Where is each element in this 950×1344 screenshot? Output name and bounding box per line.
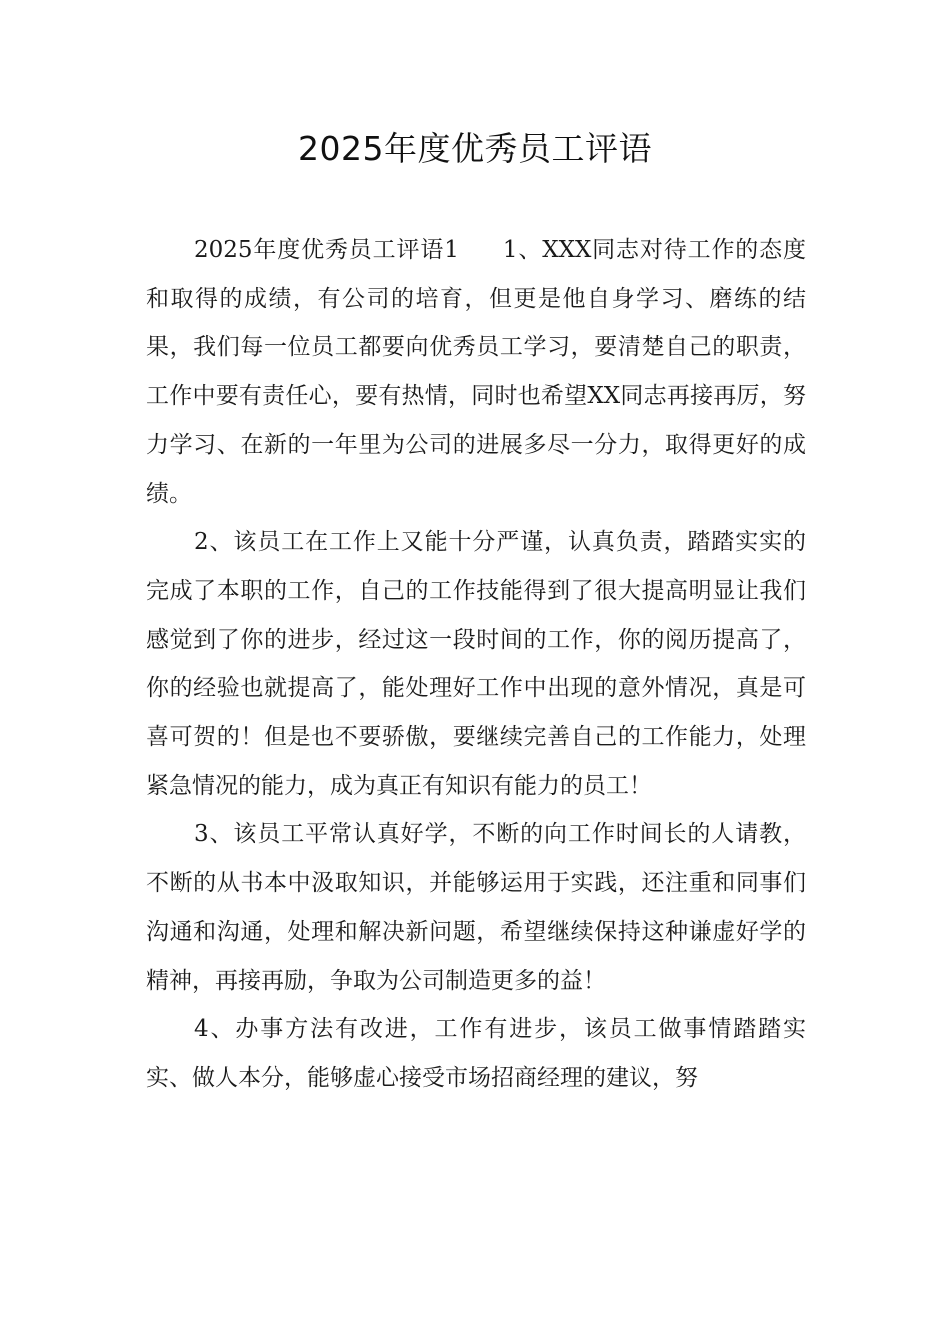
paragraph-1: [146, 226, 806, 518]
paragraph-3: [146, 810, 806, 1005]
paragraph-1-text: 1、XXX同志对待工作的态度和取得的成绩，有公司的培育，但更是他自身学习、磨练的结果，我们每一位员工都要向优秀员工学习，要清楚自己的职责，工作中要有责任心，要有热情，同时也希望XX同志再接再厉，努力学习、在新的一年里为公司的进展多尽一分力，取得更好的成绩。: [146, 237, 806, 507]
paragraph-1-heading: 2025年度优秀员工评语1: [194, 237, 459, 263]
document-body: [146, 226, 806, 1103]
paragraph-4-text: 4、办事方法有改进，工作有进步，该员工做事情踏踏实实、做人本分，能够虚心接受市场招商经理的建议，努: [146, 1016, 806, 1091]
document-title: 2025年度优秀员工评语: [298, 129, 652, 168]
paragraph-2-text: 2、该员工在工作上又能十分严谨，认真负责，踏踏实实的完成了本职的工作，自己的工作技能得到了很大提高明显让我们感觉到了你的进步，经过这一段时间的工作，你的阅历提高了，你的经验也就提高了，能处理好工作中出现的意外情况，真是可喜可贺的！但是也不要骄傲，要继续完善自己的工作能力，处理紧急情况的能力，成为真正有知识有能力的员工！: [146, 529, 806, 799]
paragraph-4: [146, 1005, 806, 1102]
paragraph-3-text: 3、该员工平常认真好学，不断的向工作时间长的人请教，不断的从书本中汲取知识，并能够运用于实践，还注重和同事们沟通和沟通，处理和解决新问题，希望继续保持这种谦虚好学的精神，再接再励，争取为公司制造更多的益！: [146, 821, 806, 994]
paragraph-2: [146, 518, 806, 810]
